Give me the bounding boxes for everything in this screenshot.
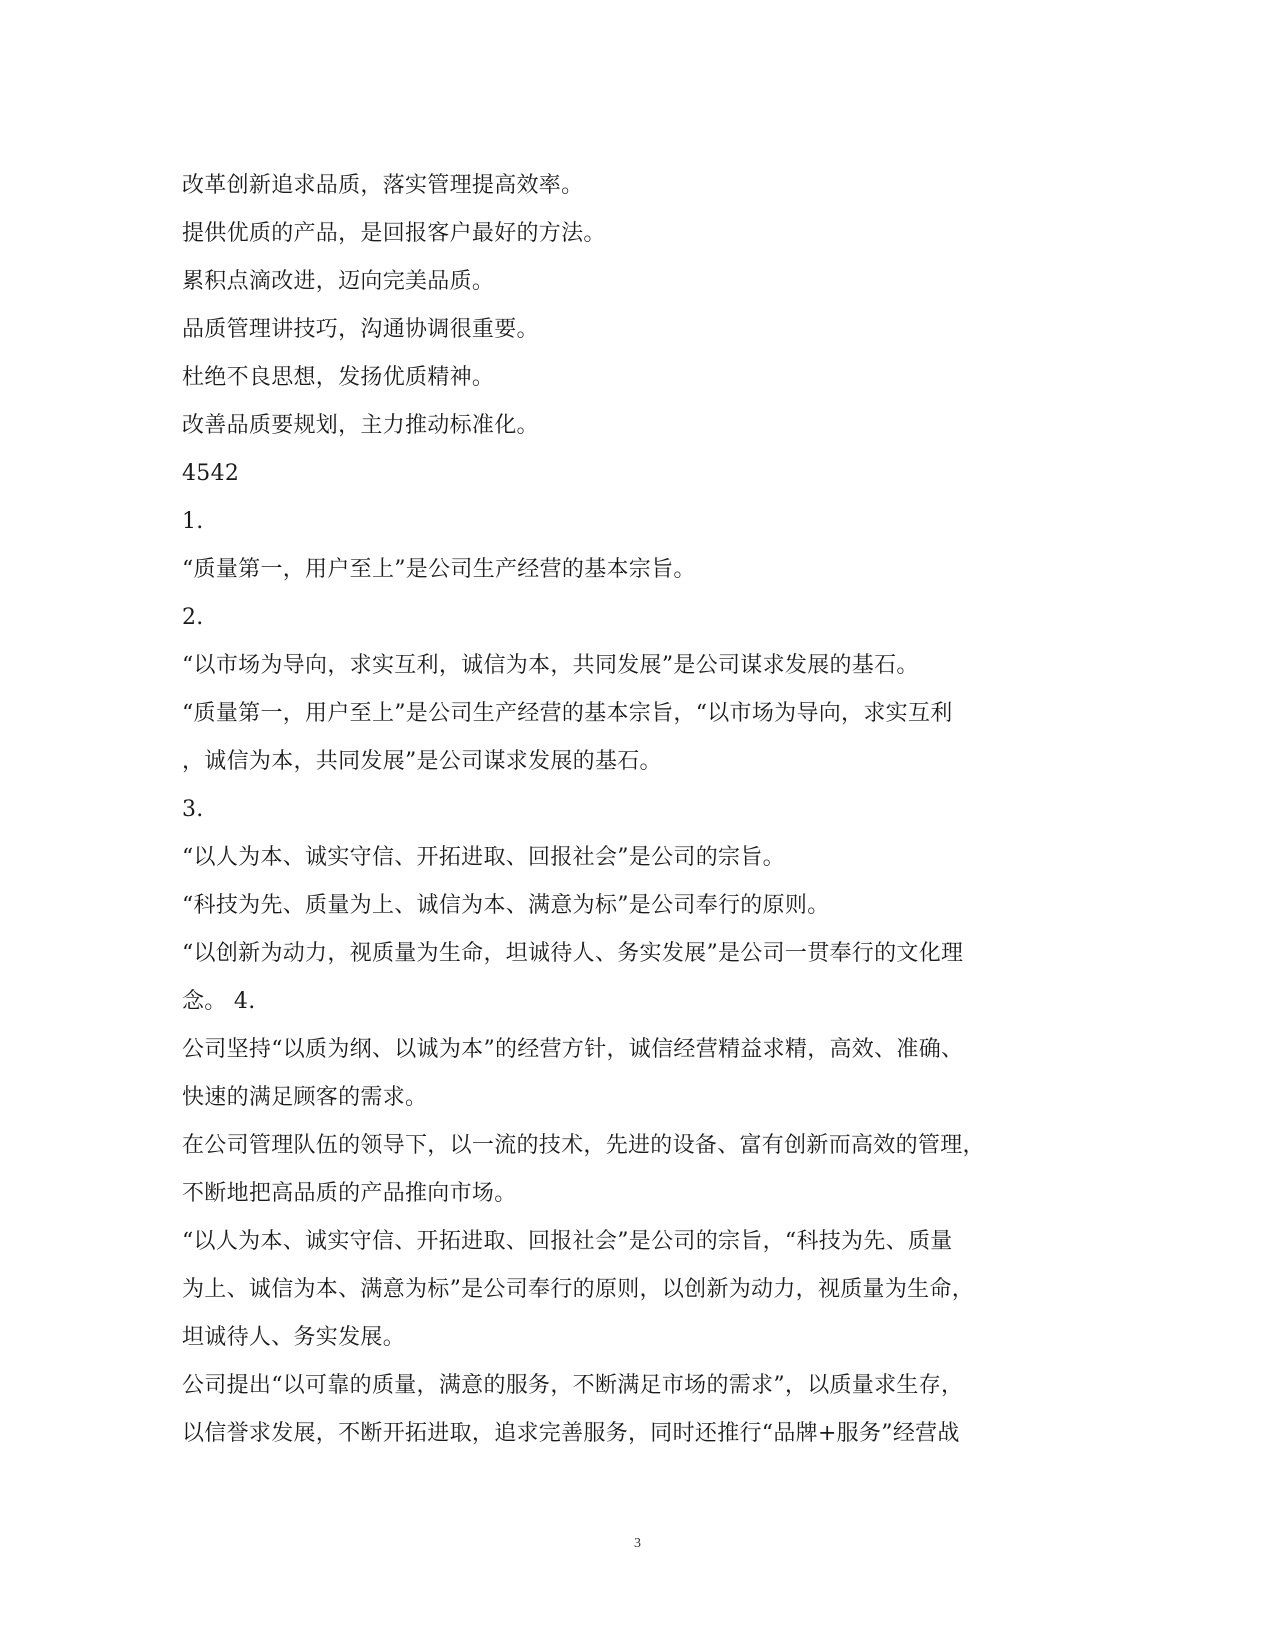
text-line: 为上、诚信为本、满意为标”是公司奉行的原则，以创新为动力，视质量为生命， bbox=[182, 1277, 975, 1302]
text-line: “以人为本、诚实守信、开拓进取、回报社会”是公司的宗旨，“科技为先、质量 bbox=[182, 1229, 953, 1254]
text-line: 改革创新追求品质，落实管理提高效率。 bbox=[182, 173, 584, 198]
document-body bbox=[182, 162, 1082, 1458]
text-line: 4542 bbox=[182, 461, 240, 486]
page-number: 3 bbox=[634, 1536, 641, 1551]
text-line: “科技为先、质量为上、诚信为本、满意为标”是公司奉行的原则。 bbox=[182, 893, 830, 918]
text-line: 公司坚持“以质为纲、以诚为本”的经营方针，诚信经营精益求精，高效、准确、 bbox=[182, 1037, 964, 1062]
text-line: ，诚信为本，共同发展”是公司谋求发展的基石。 bbox=[182, 749, 662, 774]
text-line: “质量第一，用户至上”是公司生产经营的基本宗旨，“以市场为导向，求实互利 bbox=[182, 701, 953, 726]
text-line: 快速的满足顾客的需求。 bbox=[182, 1085, 428, 1110]
text-line: 公司提出“以可靠的质量，满意的服务，不断满足市场的需求”，以质量求生存， bbox=[182, 1373, 964, 1398]
list-number: 2. bbox=[182, 605, 204, 630]
text-line: 念。 4. bbox=[182, 989, 256, 1014]
text-line: “以创新为动力，视质量为生命，坦诚待人、务实发展”是公司一贯奉行的文化理 bbox=[182, 941, 964, 966]
text-line: “以人为本、诚实守信、开拓进取、回报社会”是公司的宗旨。 bbox=[182, 845, 785, 870]
list-number: 3. bbox=[182, 797, 204, 822]
text-line: 杜绝不良思想，发扬优质精神。 bbox=[182, 365, 495, 390]
text-line: 品质管理讲技巧，沟通协调很重要。 bbox=[182, 317, 539, 342]
text-line: 坦诚待人、务实发展。 bbox=[182, 1325, 406, 1350]
text-line: 不断地把高品质的产品推向市场。 bbox=[182, 1181, 517, 1206]
text-line: 改善品质要规划，主力推动标准化。 bbox=[182, 413, 539, 438]
text-line: “以市场为导向，求实互利，诚信为本，共同发展”是公司谋求发展的基石。 bbox=[182, 653, 919, 678]
text-line: 在公司管理队伍的领导下，以一流的技术，先进的设备、富有创新而高效的管理， bbox=[182, 1133, 985, 1158]
text-line: “质量第一，用户至上”是公司生产经营的基本宗旨。 bbox=[182, 557, 696, 582]
text-line: 累积点滴改进，迈向完美品质。 bbox=[182, 269, 495, 294]
text-line: 提供优质的产品，是回报客户最好的方法。 bbox=[182, 221, 606, 246]
text-line: 以信誉求发展，不断开拓进取，追求完善服务，同时还推行“品牌+服务”经营战 bbox=[182, 1421, 960, 1446]
list-number: 1. bbox=[182, 509, 204, 534]
